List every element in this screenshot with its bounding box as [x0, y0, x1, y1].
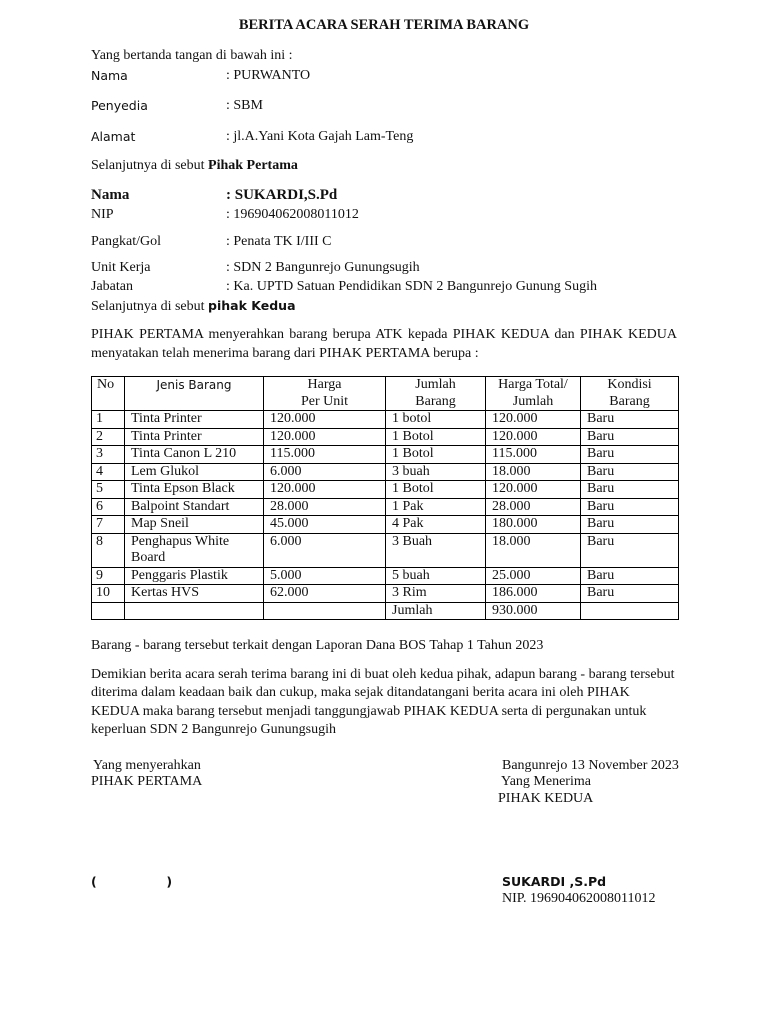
cell-qty: 1 Botol: [386, 446, 486, 464]
table-row: [92, 463, 679, 481]
designation-prefix: Selanjutnya di sebut: [91, 158, 205, 173]
intro-text: Yang bertanda tangan di bawah ini :: [91, 48, 293, 63]
second-party-nip-value: : 196904062008011012: [226, 207, 359, 222]
cell-item: Penghapus White Board: [125, 533, 264, 567]
cell-qty: 4 Pak: [386, 516, 486, 534]
header-price: Harga Per Unit: [264, 377, 386, 411]
second-party-rank-value: : Penata TK I/III C: [226, 234, 332, 249]
cell-total: 25.000: [486, 567, 581, 585]
second-party-designation: [91, 297, 296, 315]
cell-no: 9: [92, 567, 125, 585]
cell-condition: Baru: [581, 481, 679, 499]
table-row: [92, 567, 679, 585]
cell-qty: 3 buah: [386, 463, 486, 481]
cell-no: 4: [92, 463, 125, 481]
cell-condition: Baru: [581, 516, 679, 534]
cell-total: 115.000: [486, 446, 581, 464]
cell-item: Tinta Printer: [125, 411, 264, 429]
cell-item: Kertas HVS: [125, 585, 264, 603]
first-party-provider-value: : SBM: [226, 98, 263, 113]
cell-no: 6: [92, 498, 125, 516]
cell-item: Map Sneil: [125, 516, 264, 534]
cell-no: 3: [92, 446, 125, 464]
cell-item: Tinta Epson Black: [125, 481, 264, 499]
left-signature-party: PIHAK PERTAMA: [91, 774, 203, 789]
cell-qty: 3 Rim: [386, 585, 486, 603]
second-party-name-label: Nama: [91, 187, 130, 203]
cell-price: 45.000: [264, 516, 386, 534]
cell-condition: Baru: [581, 411, 679, 429]
cell-condition: Baru: [581, 498, 679, 516]
left-signature-caption: Yang menyerahkan: [93, 758, 201, 773]
second-party-position-label: Jabatan: [91, 279, 133, 294]
cell-price: 5.000: [264, 567, 386, 585]
first-party-name-label: Nama: [91, 68, 128, 83]
first-party-provider-label: Penyedia: [91, 98, 148, 113]
closing-paragraph: Demikian berita acara serah terima barang ini di buat oleh kedua pihak, adapun barang - barang tersebut diterima dalam keadaan baik dan cukup, maka sejak ditandatangani berita acara ini oleh PIHAK KEDUA maka barang tersebut menjadi tanggungjawab PIHAK KEDUA serta di pergunakan untuk keperluan SDN 2 Bangunrejo Gunungsugih: [91, 667, 675, 737]
cell-price: 62.000: [264, 585, 386, 603]
signature-date: Bangunrejo 13 November 2023: [502, 758, 679, 773]
cell-price: 6.000: [264, 533, 386, 567]
first-party-designation: [91, 157, 298, 174]
right-signature-caption: Yang Menerima: [501, 774, 591, 789]
table-row: [92, 481, 679, 499]
handover-statement: PIHAK PERTAMA menyerahkan barang berupa ATK kepada PIHAK KEDUA dan PIHAK KEDUA menyatakan telah menerima barang dari PIHAK PERTAMA berupa :: [91, 327, 677, 361]
cell-price: 120.000: [264, 411, 386, 429]
cell-no: 2: [92, 428, 125, 446]
table-total-row: [92, 602, 679, 620]
cell-condition: Baru: [581, 446, 679, 464]
designation-name: Pihak Pertama: [208, 158, 298, 173]
cell-condition: Baru: [581, 428, 679, 446]
document-title: BERITA ACARA SERAH TERIMA BARANG: [238, 17, 530, 33]
cell-total: 120.000: [486, 481, 581, 499]
cell-empty: [264, 602, 386, 620]
cell-total: 18.000: [486, 463, 581, 481]
cell-empty: [125, 602, 264, 620]
cell-total: 120.000: [486, 428, 581, 446]
cell-qty: 5 buah: [386, 567, 486, 585]
cell-condition: Baru: [581, 567, 679, 585]
cell-price: 115.000: [264, 446, 386, 464]
cell-price: 6.000: [264, 463, 386, 481]
cell-condition: Baru: [581, 585, 679, 603]
table-note: Barang - barang tersebut terkait dengan Laporan Dana BOS Tahap 1 Tahun 2023: [91, 638, 544, 653]
table-row: [92, 585, 679, 603]
cell-qty: 1 Pak: [386, 498, 486, 516]
cell-total: 28.000: [486, 498, 581, 516]
header-qty: Jumlah Barang: [386, 377, 486, 411]
total-value: 930.000: [486, 602, 581, 620]
designation-prefix: Selanjutnya di sebut: [91, 299, 205, 314]
cell-item: Balpoint Standart: [125, 498, 264, 516]
items-table: [91, 376, 679, 620]
cell-qty: 1 botol: [386, 411, 486, 429]
cell-item: Penggaris Plastik: [125, 567, 264, 585]
cell-qty: 3 Buah: [386, 533, 486, 567]
cell-condition: Baru: [581, 463, 679, 481]
cell-price: 120.000: [264, 481, 386, 499]
second-party-name-value: : SUKARDI,S.Pd: [226, 187, 338, 203]
cell-price: 120.000: [264, 428, 386, 446]
second-party-nip-label: NIP: [91, 207, 114, 222]
first-party-address-value: : jl.A.Yani Kota Gajah Lam-Teng: [226, 129, 414, 144]
cell-qty: 1 Botol: [386, 428, 486, 446]
table-row: [92, 411, 679, 429]
table-row: [92, 428, 679, 446]
cell-item: Lem Glukol: [125, 463, 264, 481]
total-label: Jumlah: [386, 602, 486, 620]
second-party-rank-label: Pangkat/Gol: [91, 234, 161, 249]
cell-total: 180.000: [486, 516, 581, 534]
right-signature-name: SUKARDI ,S.Pd: [502, 874, 607, 889]
cell-item: Tinta Printer: [125, 428, 264, 446]
cell-total: 186.000: [486, 585, 581, 603]
cell-condition: Baru: [581, 533, 679, 567]
cell-price: 28.000: [264, 498, 386, 516]
right-signature-nip: NIP. 196904062008011012: [502, 891, 656, 906]
designation-name: pihak Kedua: [208, 298, 296, 313]
left-signature-name: ( ): [91, 874, 173, 889]
second-party-unit-value: : SDN 2 Bangunrejo Gunungsugih: [226, 260, 420, 275]
cell-no: 10: [92, 585, 125, 603]
table-row: [92, 498, 679, 516]
table-row: [92, 446, 679, 464]
table-row: [92, 516, 679, 534]
cell-empty: [92, 602, 125, 620]
first-party-name-value: : PURWANTO: [226, 68, 311, 83]
header-condition: Kondisi Barang: [581, 377, 679, 411]
header-no: No: [92, 377, 125, 411]
cell-item: Tinta Canon L 210: [125, 446, 264, 464]
header-total: Harga Total/ Jumlah: [486, 377, 581, 411]
cell-no: 5: [92, 481, 125, 499]
table-header-row: [92, 377, 679, 411]
second-party-position-value: : Ka. UPTD Satuan Pendidikan SDN 2 Bangunrejo Gunung Sugih: [226, 279, 597, 294]
cell-no: 1: [92, 411, 125, 429]
header-item: Jenis Barang: [125, 377, 264, 411]
cell-total: 18.000: [486, 533, 581, 567]
cell-qty: 1 Botol: [386, 481, 486, 499]
first-party-address-label: Alamat: [91, 129, 136, 144]
right-signature-party: PIHAK KEDUA: [498, 791, 594, 806]
second-party-unit-label: Unit Kerja: [91, 260, 151, 275]
table-row: [92, 533, 679, 567]
cell-no: 7: [92, 516, 125, 534]
cell-total: 120.000: [486, 411, 581, 429]
cell-no: 8: [92, 533, 125, 567]
cell-empty: [581, 602, 679, 620]
